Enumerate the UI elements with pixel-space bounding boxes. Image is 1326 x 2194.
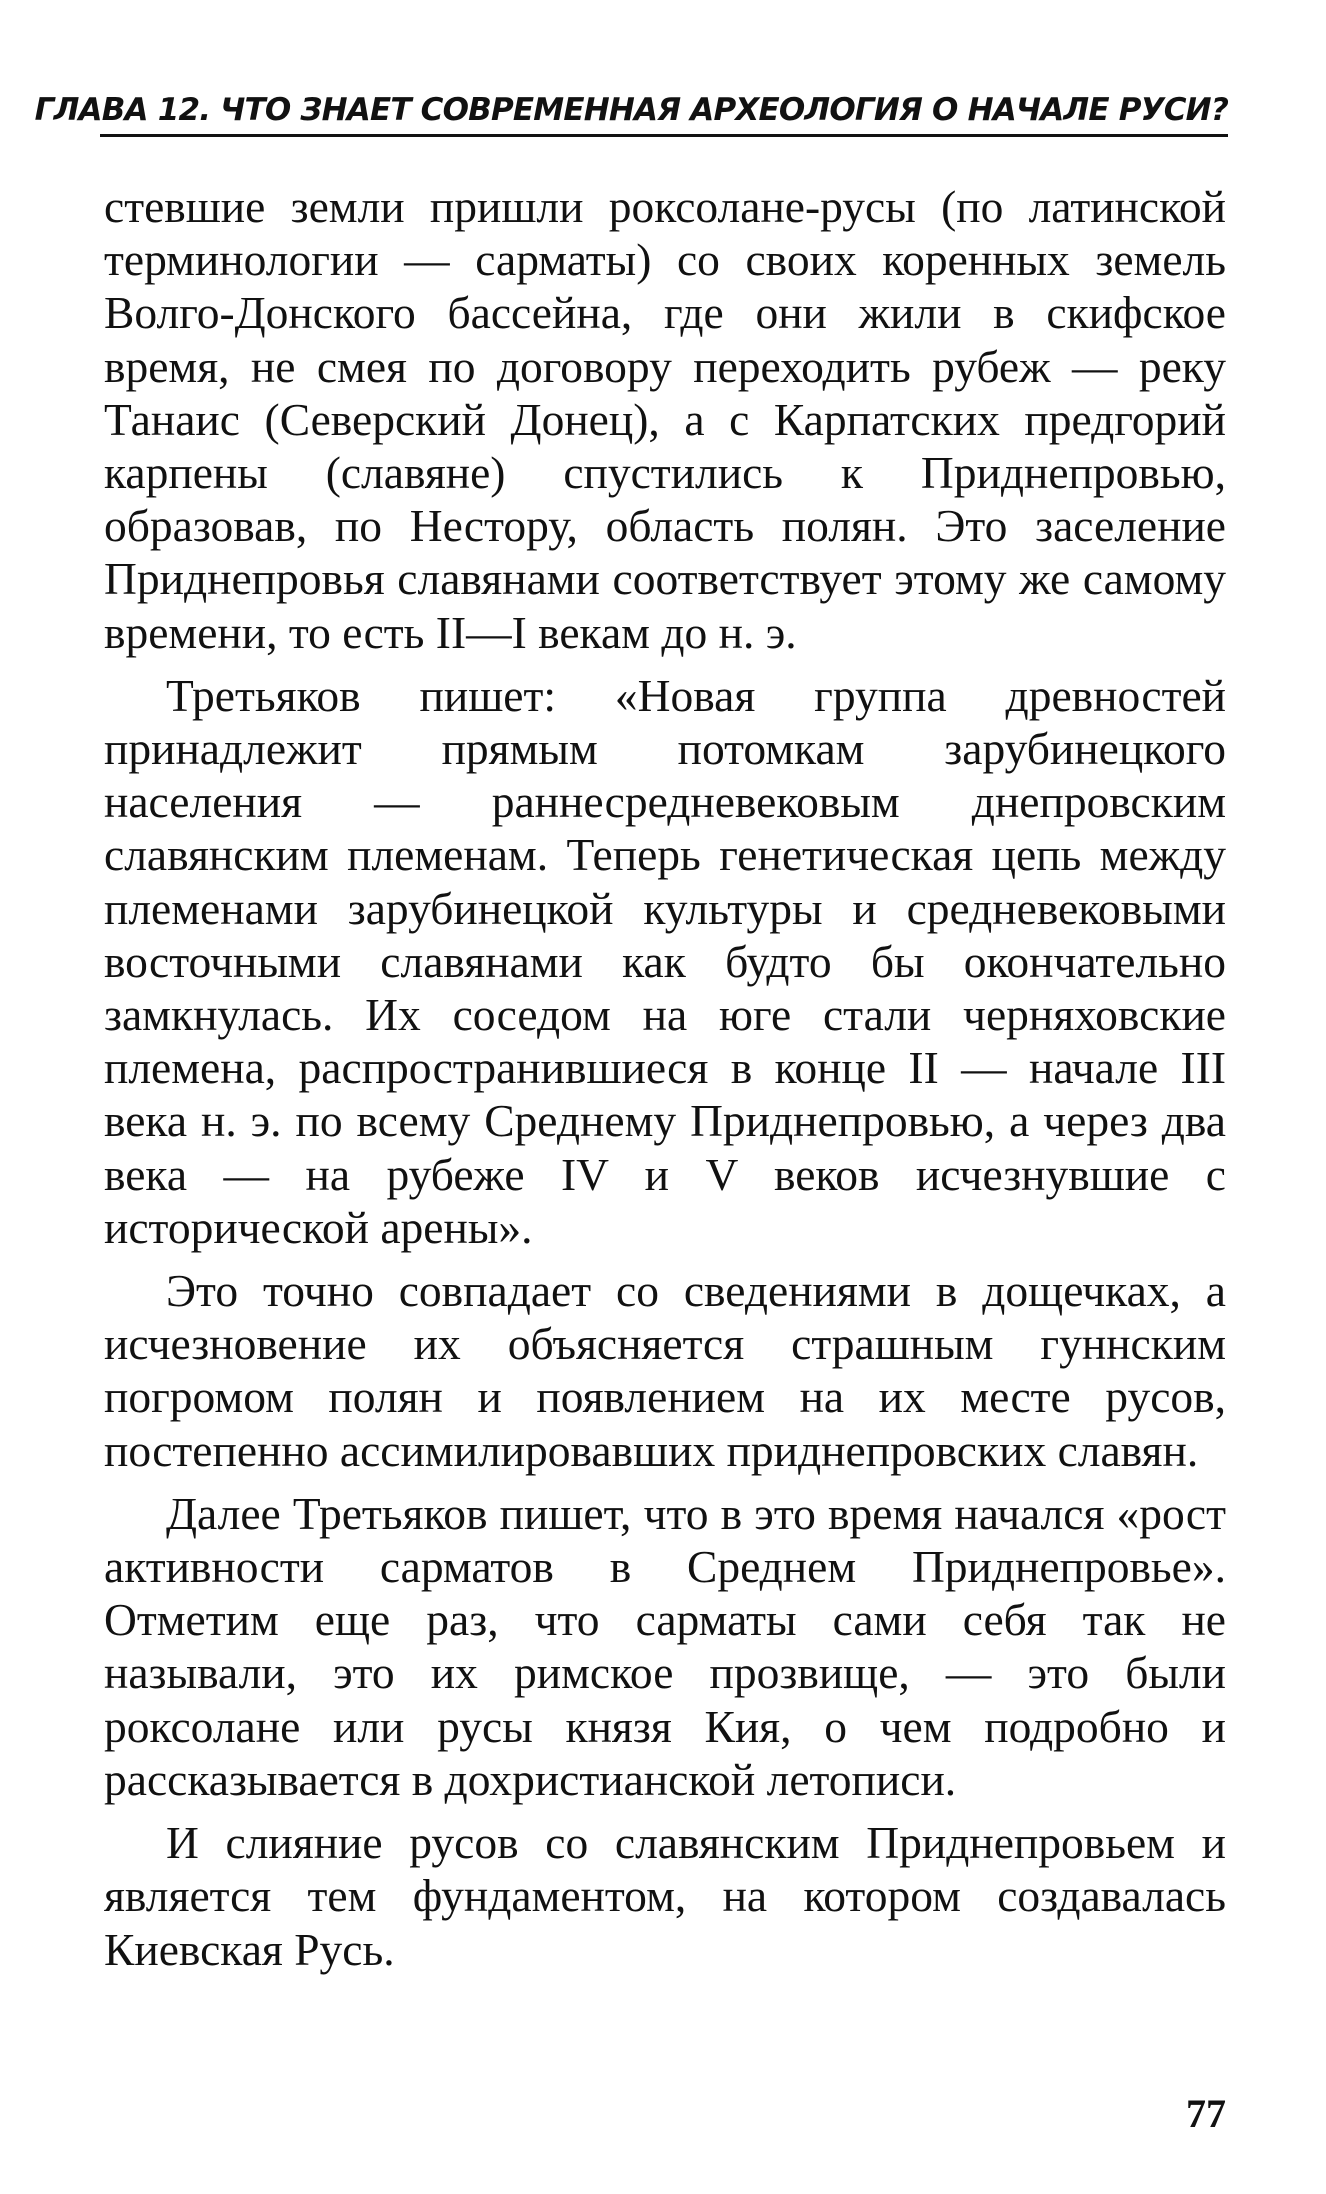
paragraph-continued: стевшие земли пришли роксолане-русы (по латинской терминологии — сарматы) со своих коренных земель Волго-Донского бассейна, где они жили в скифское время, не смея по договору переходить рубеж — реку Танаис (Северский Донец), а с Карпатских предгорий карпены (славяне) спустились к Приднепровью, образовав, по Нестору, область полян. Это заселение Приднепровья славянами соответствует этому же самому времени, то есть II—I векам до н. э. <box>104 181 1226 658</box>
page-number: 77 <box>1186 2091 1226 2136</box>
running-header <box>0 92 1228 132</box>
paragraph: И слияние русов со славянским Приднепровьем и является тем фундаментом, на котором создавалась Киевская Русь. <box>104 1817 1226 1975</box>
header-rule <box>100 134 1228 137</box>
paragraph: Третьяков пишет: «Новая группа древностей принадлежит прямым потомкам зарубинецкого населения — раннесредневековым днепровским славянским племенам. Теперь генетическая цепь между племенами зарубинецкой культуры и средневековыми восточными славянами как будто бы окончательно замкнулась. Их соседом на юге стали черняховские племена, распространившиеся в конце II — начале III века н. э. по всему Среднему Приднепровью, а через два века — на рубеже IV и V веков исчезнувшие с исторической арены». <box>104 669 1226 1253</box>
chapter-title: ГЛАВА 12. ЧТО ЗНАЕТ СОВРЕМЕННАЯ АРХЕОЛОГИЯ О НАЧАЛЕ РУСИ? <box>34 92 1228 128</box>
paragraph: Это точно совпадает со сведениями в дощечках, а исчезновение их объясняется страшным гуннским погромом полян и появлением на их месте русов, постепенно ассимилировавших приднепровских славян. <box>104 1265 1226 1476</box>
body-text <box>104 180 1226 1986</box>
paragraph: Далее Третьяков пишет, что в это время начался «рост активности сарматов в Среднем Приднепровье». Отметим еще раз, что сарматы сами себя так не называли, это их римское прозвище, — это были роксолане или русы князя Кия, о чем подробно и рассказывается в дохристианской летописи. <box>104 1487 1226 1805</box>
